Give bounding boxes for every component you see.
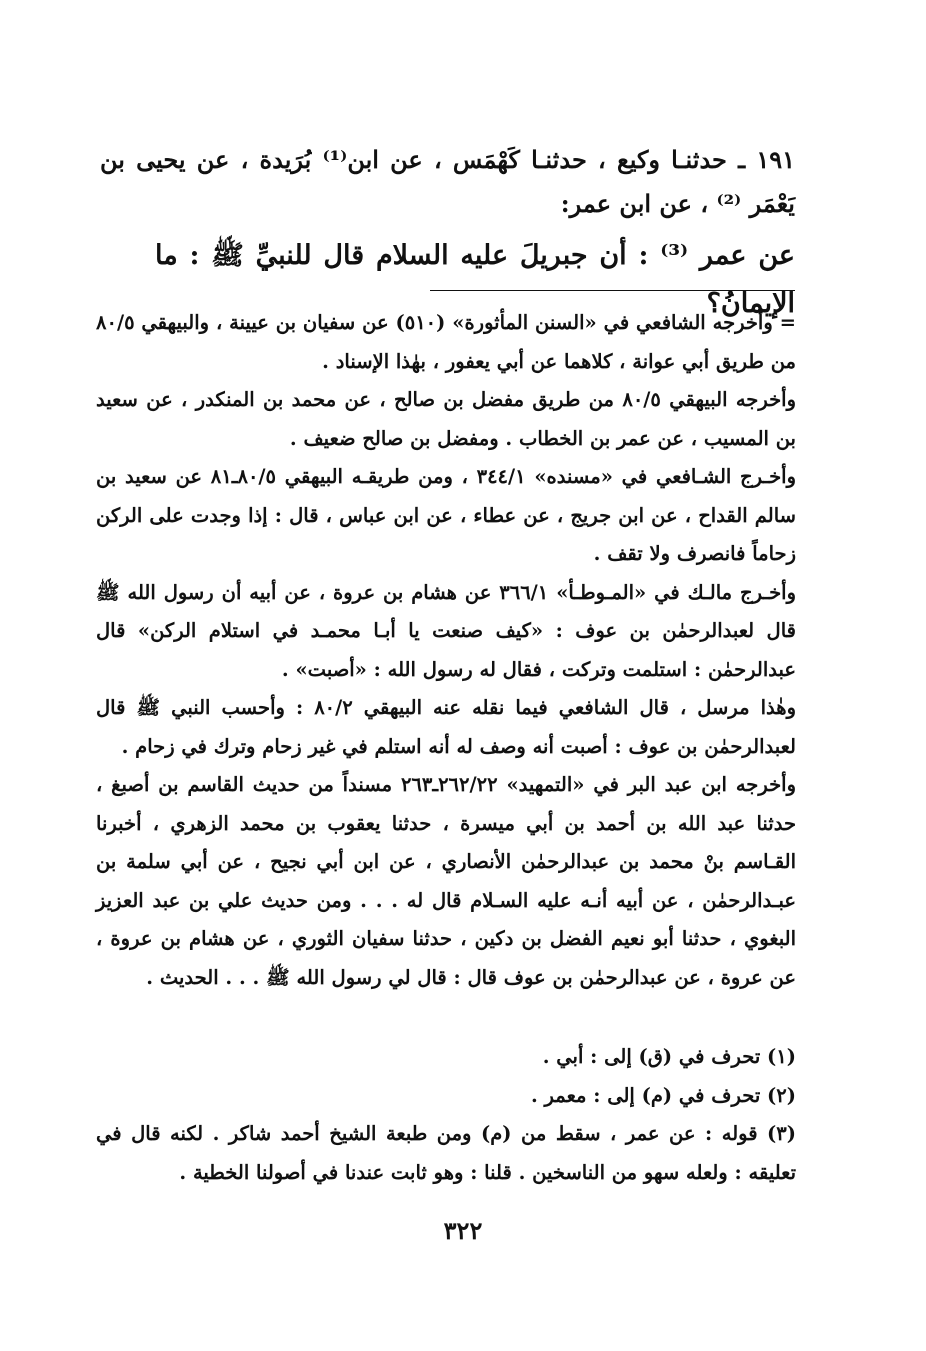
separator-line: [430, 290, 795, 291]
footnote: (١) تحرف في (ق) إلى : أبي .: [542, 1045, 796, 1068]
commentary-paragraph: وأخرجه البيهقي ٨٠/٥ من طريق مفضل بن صالح ، عن محمد بن المنكدر ، عن سعيد بن المسيب ، عن عمر بن الخطاب . ومفضل بن صالح ضعيف .: [96, 388, 796, 450]
commentary-paragraph: = وأخرجه الشافعي في «السنن المأثورة» (٥١٠) عن سفيان بن عيينة ، والبيهقي ٨٠/٥ من طريق أبي عوانة ، كلاهما عن أبي يعفور ، بهٰذا الإسناد .: [96, 311, 796, 373]
footnote: (٢) تحرف في (م) إلى : معمر .: [530, 1083, 796, 1107]
footnotes-section: [96, 1038, 796, 1192]
commentary-paragraph: وهٰذا مرسل ، قال الشافعي فيما نقله عنه البيهقي ٨٠/٢ : وأحسب النبي ﷺ قال لعبدالرحمٰن بن عوف : أصبت أنه وصف له أنه استلم في غير زحام وترك في زحام .: [96, 696, 796, 758]
hadith-text: عن عمر ⁽³⁾ : أن جبريلَ عليه السلام قال للنبيِّ ﷺ : ما الإيمانُ؟: [155, 240, 796, 319]
commentary-paragraph: وأخـرج الشـافعي في «مسنده» ٣٤٤/١ ، ومن طريقـه البيهقي ٨٠/٥ـ٨١ عن سعيد بن سالم القداح ، عن ابن جريج ، عن عطاء ، عن ابن عباس ، قال : إذا وجدت على الركن زحاماً فانصرف ولا تقف .: [96, 465, 797, 565]
commentary-paragraph: وأخرجه ابن عبد البر في «التمهيد» ٢٦٢/٢٢ـ٢٦٣ مسنداً من حديث القاسم بن أصبغ ، حدثنا عبد الله بن أحمد بن أبي ميسرة ، حدثنا يعقوب بن محمد الزهري ، أخبرنا القـاسم بنْ محمد بن عبدالرحمٰن الأنصاري ، عن ابن أبي نجيح ، عن أبي سلمة بن عبـدالرحمٰن ، عن أبيه أنـه عليه السـلام قال له . . . ومن حديث علي بن عبد العزيز البغوي ، حدثنا أبو نعيم الفضل بن دكين ، حدثنا سفيان الثوري ، عن هشام بن عروة ، عن عروة ، عن عبدالرحمٰن بن عوف قال : قال لي رسول الله ﷺ . . . الحديث .: [96, 773, 796, 989]
page-number: ٣٢٢: [443, 1216, 483, 1245]
commentary-paragraph: وأخـرج مالـك في «المـوطـأ» ٣٦٦/١ عن هشام بن عروة ، عن أبيه أن رسول الله ﷺ قال لعبدالرحمٰن بن عوف : «كيف صنعت يا أبـا محمـد في استلام الركن» قال عبدالرحمٰن : استلمت وتركت ، فقال له رسول الله : «أصبت» .: [96, 580, 796, 681]
commentary-section: [96, 304, 796, 997]
footnote: (٣) قوله : عن عمر ، سقط من (م) ومن طبعة الشيخ أحمد شاكر . لكنه قال في تعليقه : ولعله سهو من الناسخين . قلنا : وهو ثابت عندنا في أصولنا الخطية .: [96, 1122, 796, 1184]
hadith-chain: ١٩١ ـ حدثنـا وكيع ، حدثنـا كَهْمَس ، عن ابن⁽¹⁾ بُرَيدة ، عن يحيى بن يَعْمَر ⁽²⁾ ، عن ابن عمر:: [100, 145, 796, 218]
